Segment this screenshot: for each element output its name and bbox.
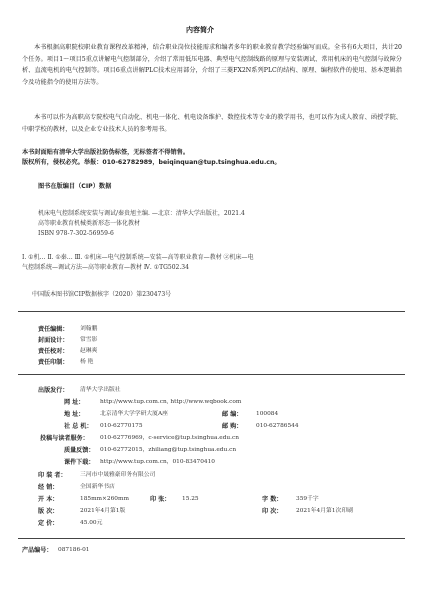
publisher-label: 出版发行： <box>38 387 69 394</box>
price-label: 定 价： <box>38 520 59 527</box>
mail-value: 010-62786544 <box>256 423 299 429</box>
staff-value-proof: 赵琳爽 <box>80 348 98 354</box>
service-value: 010-62776969，c-service@tup.tsinghua.edu.cn <box>100 435 239 441</box>
quality-value: 010-62772015，zhiliang@tup.tsinghua.edu.cn <box>100 447 237 453</box>
price-value: 45.00元 <box>80 520 103 526</box>
service-label: 投稿与读者服务： <box>40 435 89 442</box>
staff-label-cover: 封面设计： <box>38 337 69 344</box>
staff-label-editor: 责任编辑： <box>38 326 69 333</box>
intro-paragraph-1: 本书根据高职院校职业教育课程改革精神，结合职业岗位技能需求和编者多年的职业教育教学经验编写而成。全书有6大项目，共计20个任务。项目1～项目5重点讲解电气控制部分，介绍了常用低压电器、典型电气控制线路的原理与安装调试、常用机床的电气控制与故障分析、直流电机的电气控制等。项目6重点讲解PLC技术应用部分，介绍了三菱FX2N系列PLC的结构、原理、编程软件的使用、基本逻辑指令及功能指令的使用方法等。 <box>22 44 402 86</box>
cip-line-1: 机床电气控制系统安装与调试/秦贵旭主编. —北京：清华大学出版社，2021.4 <box>38 210 245 217</box>
tel-label: 社 总 机： <box>64 423 93 430</box>
cip-subjects-2: 气控制系统—调试方法—高等职业教育—教材 Ⅳ. ①TG502.34 <box>22 264 189 271</box>
staff-value-print: 杨 艳 <box>80 359 94 365</box>
sheets-value: 15.25 <box>182 496 199 502</box>
words-value: 359千字 <box>296 496 319 502</box>
address-value: 北京清华大学学研大厦A座 <box>100 411 168 417</box>
anti-counterfeit-notice: 本书封面贴有清华大学出版社防伪标签，无标签者不得销售。 <box>22 149 190 156</box>
mail-label: 邮 购： <box>222 423 243 430</box>
staff-value-editor: 刘翰鹏 <box>80 326 98 332</box>
printing-label: 印 次： <box>262 508 283 515</box>
intro-paragraph-2: 本书可以作为高职高专院校电气自动化、机电一体化、机电设备维护、数控技术等专业的教学用书，也可以作为成人教育、函授学院、中职学校的教材，以及企业专业技术人员的参考用书。 <box>22 114 402 133</box>
printing-value: 2021年4月第1次印刷 <box>296 508 353 514</box>
edition-label: 版 次： <box>38 508 59 515</box>
url-label: 网 址： <box>64 399 85 406</box>
product-number-value: 087186-01 <box>58 547 90 553</box>
words-label: 字 数： <box>262 496 283 503</box>
staff-label-print: 责任印制： <box>38 359 69 366</box>
divider-1 <box>18 311 405 312</box>
url-value: http://www.tup.com.cn, http://www.wqbook.com <box>100 399 242 405</box>
cip-header: 图书在版编目（CIP）数据 <box>38 183 112 190</box>
cip-line-2: 高等职业教育机械类新形态一体化教材 <box>38 220 141 227</box>
courseware-value: http://www.tup.com.cn，010-83470410 <box>100 459 216 465</box>
quality-label: 质量反馈： <box>64 447 95 454</box>
distributor-value: 全国新华书店 <box>80 484 115 490</box>
distributor-label: 经 销： <box>38 484 59 491</box>
address-label: 地 址： <box>64 411 85 418</box>
size-value: 185mm×260mm <box>80 496 129 502</box>
edition-value: 2021年4月第1版 <box>80 508 126 514</box>
cip-subjects-1: Ⅰ. ①机… Ⅱ. ①秦… Ⅲ. ①机床—电气控制系统—安装—高等职业教育—教材 ②机床—电 <box>22 254 254 261</box>
staff-label-proof: 责任校对： <box>38 348 69 355</box>
size-label: 开 本： <box>38 496 59 503</box>
zip-value: 100084 <box>256 411 279 417</box>
cip-library-number: 中国版本图书馆CIP数据核字（2020）第230473号 <box>32 291 172 298</box>
staff-value-cover: 常雪影 <box>80 337 98 343</box>
divider-2 <box>18 374 405 375</box>
cip-line-3: ISBN 978-7-302-56959-6 <box>38 230 114 237</box>
zip-label: 邮 编： <box>222 411 243 418</box>
sheets-label: 印 张： <box>150 496 171 503</box>
publisher-value: 清华大学出版社 <box>80 387 121 393</box>
page-title: 内容简介 <box>186 26 214 34</box>
copyright-notice: 版权所有，侵权必究。举报：010-62782989，beiqinquan@tup.tsinghua.edu.cn。 <box>22 159 281 166</box>
tel-value: 010-62770175 <box>100 423 143 429</box>
product-number-label: 产品编号： <box>22 547 53 554</box>
courseware-label: 课件下载： <box>64 459 95 466</box>
divider-3 <box>18 538 405 539</box>
printer-label: 印 装 者： <box>38 472 67 479</box>
printer-value: 三河市中晟雅豪印务有限公司 <box>80 472 156 478</box>
